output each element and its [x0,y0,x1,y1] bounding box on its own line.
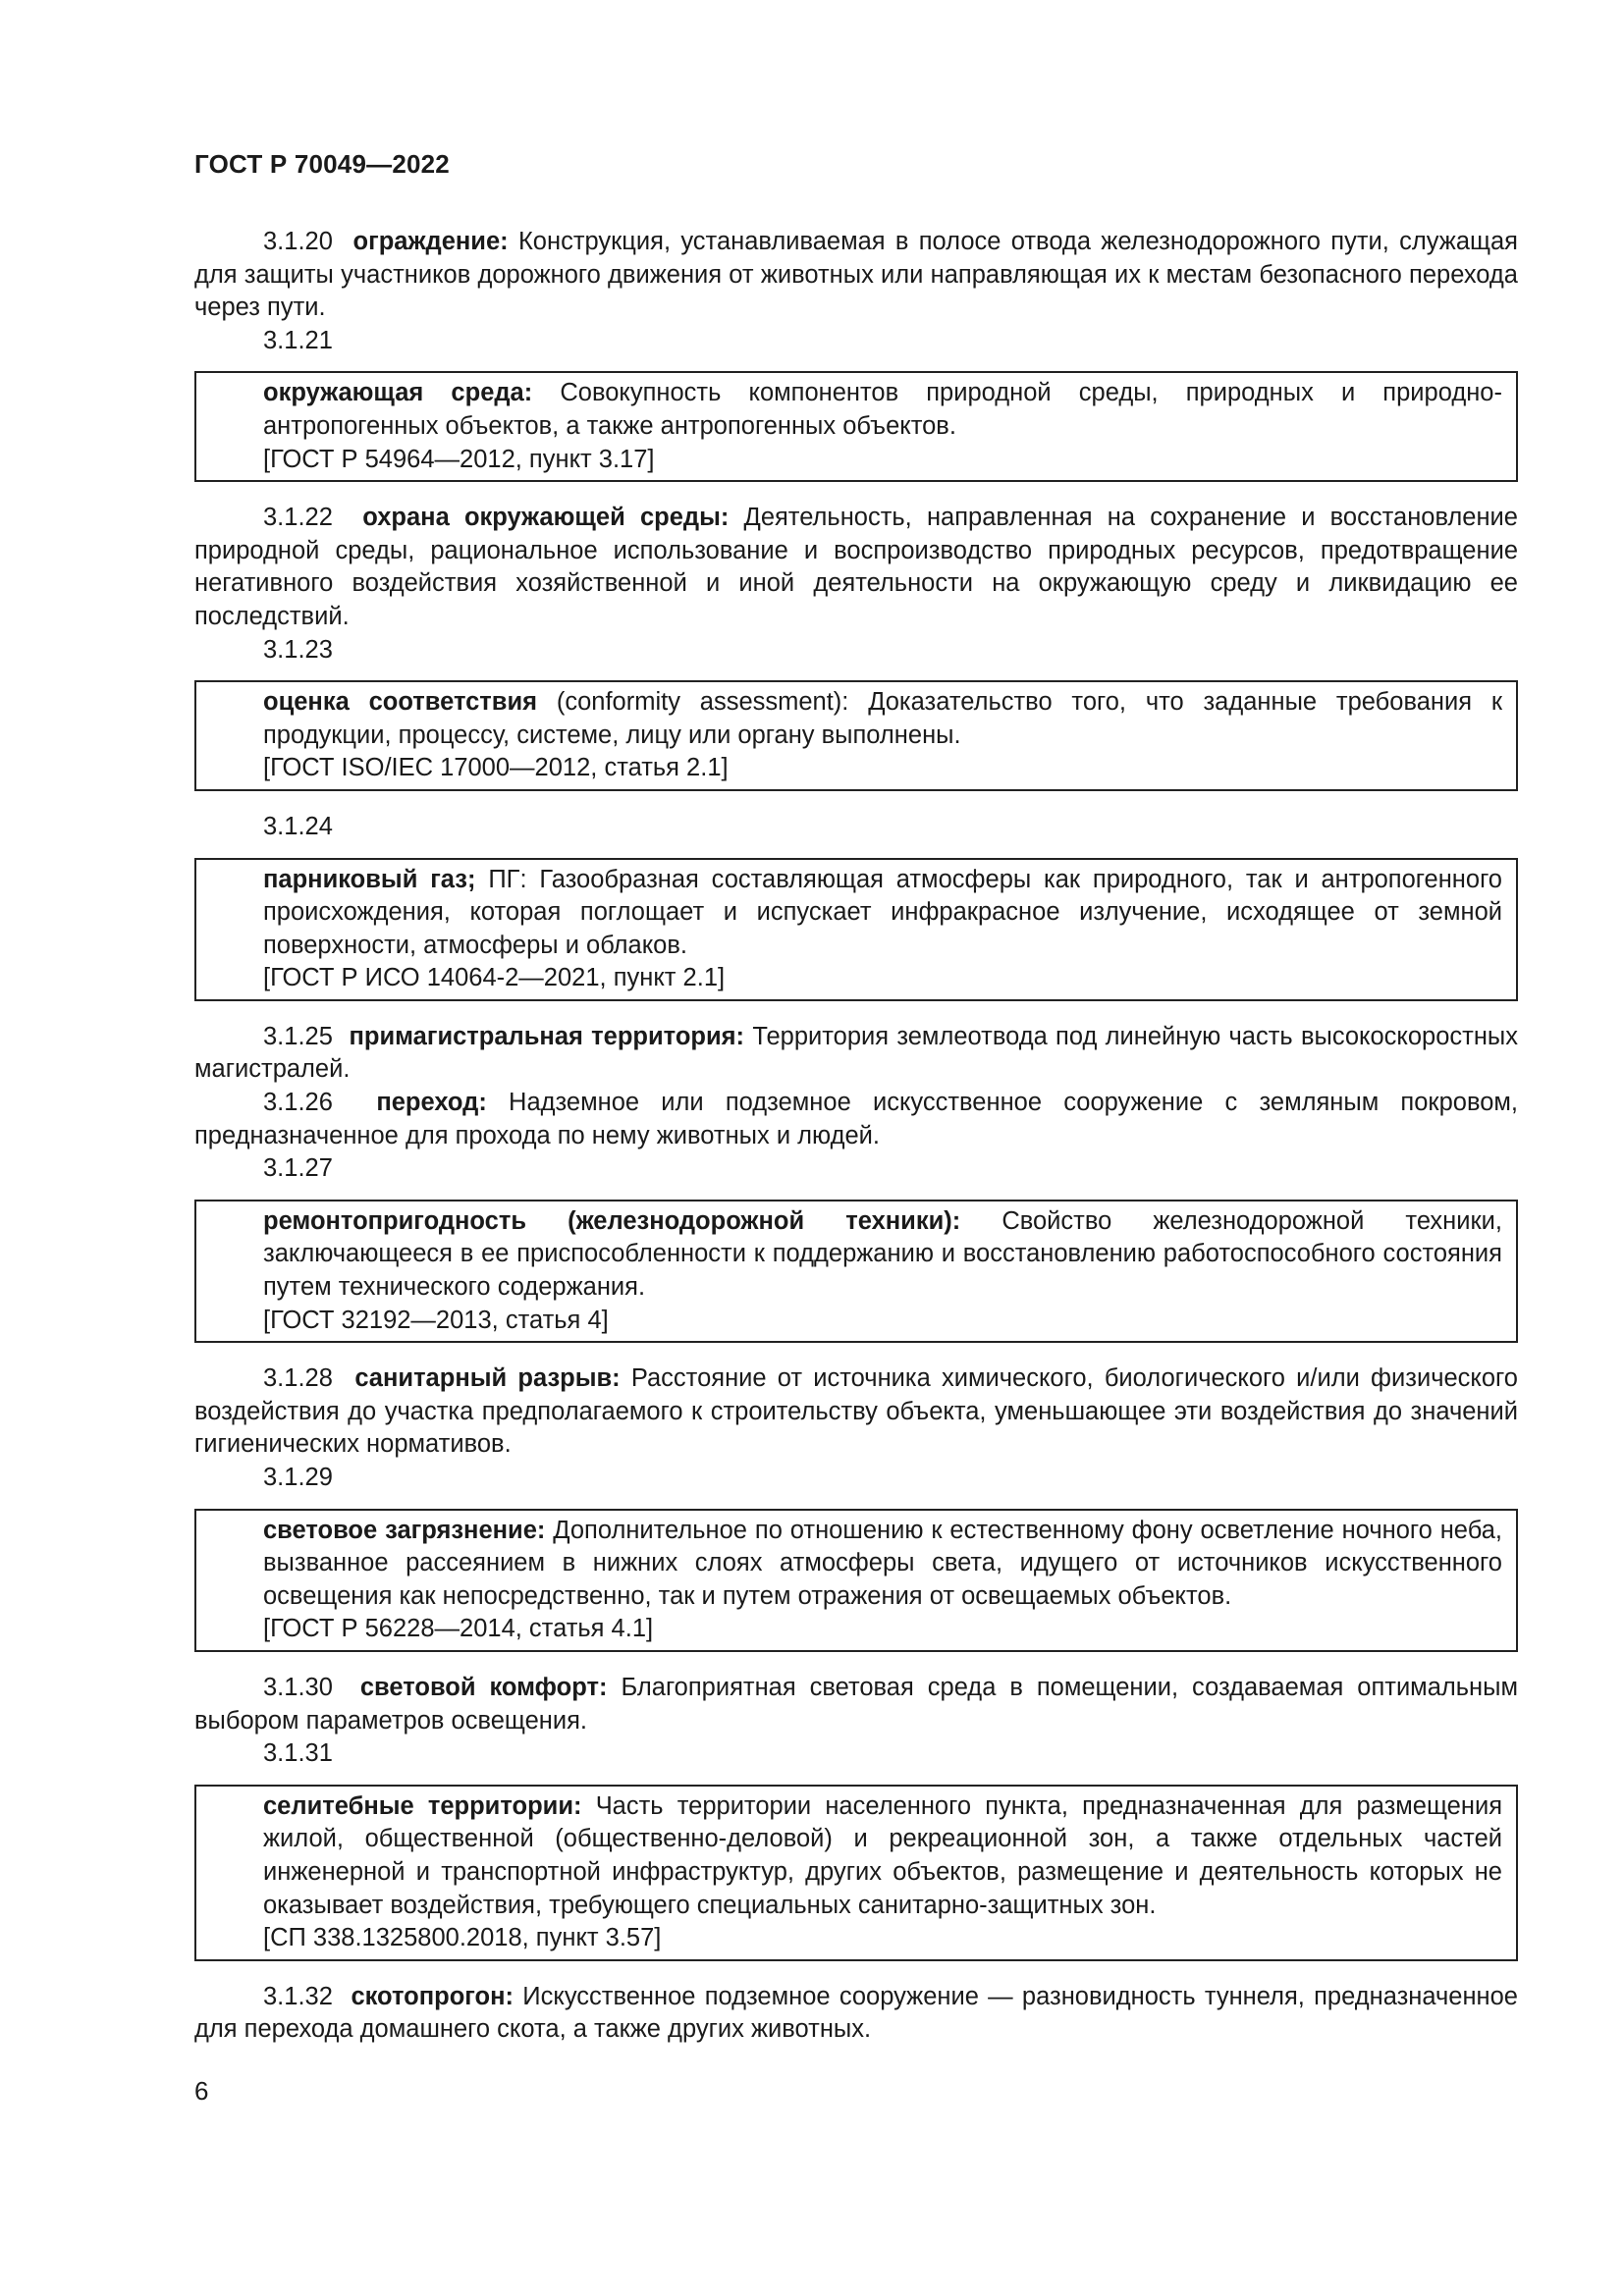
terms-section [194,226,1518,2047]
quoted-term-box-3-1-21 [194,371,1518,482]
term-entry-3-1-28 [194,1362,1518,1462]
entry-number: 3.1.32 [263,1982,333,2010]
quoted-term-box-3-1-24 [194,858,1518,1001]
term-definition: (conformity assessment): Доказательство того, что заданные требования к продукции, процессу, системе, лицу или органу выполнены. [263,688,1502,749]
entry-number-3-1-21: 3.1.21 [263,326,333,354]
term-entry-3-1-26 [194,1087,1518,1152]
quoted-term-box-3-1-27 [194,1200,1518,1343]
term-source-reference: [ГОСТ 32192—2013, статья 4] [263,1306,609,1334]
term-name: световой комфорт: [359,1673,608,1701]
term-name: санитарный разрыв: [354,1364,621,1393]
entry-number-3-1-23: 3.1.23 [263,635,333,664]
term-definition: Благоприятная световая среда в помещении, создаваемая оптимальным выбором параметров освещения. [194,1673,1519,1735]
term-definition: Искусственное подземное сооружение — разновидность туннеля, предназначенное для перехода домашнего скота, а также других животных. [194,1982,1518,2044]
term-name: ремонтопригодность (железнодорожной техники): [263,1206,961,1235]
term-definition: Территория землеотвода под линейную часть высокоскоростных магистралей. [194,1022,1518,1084]
entry-number-3-1-27: 3.1.27 [263,1154,333,1183]
term-source-reference: [ГОСТ Р 54964—2012, пункт 3.17] [263,445,655,473]
term-definition: Деятельность, направленная на сохранение и восстановление природной среды, рациональное использование и воспроизводство природных ресурсов, предотвращение негативного воздействия хозяйственной и иной деятельности на окружающую среду и ликвидацию ее последствий. [194,504,1518,630]
term-source-reference: [СП 338.1325800.2018, пункт 3.57] [263,1924,662,1952]
entry-number: 3.1.30 [263,1673,333,1701]
entry-number: 3.1.28 [263,1364,333,1393]
page-number: 6 [194,2076,209,2106]
term-source-reference: [ГОСТ Р 56228—2014, статья 4.1] [263,1615,654,1643]
entry-number: 3.1.22 [263,504,333,532]
entry-number-3-1-24: 3.1.24 [263,812,333,840]
entry-number: 3.1.26 [263,1089,333,1117]
quoted-term-box-3-1-29 [194,1509,1518,1652]
term-definition: Конструкция, устанавливаемая в полосе отвода железнодорожного пути, служащая для защиты участников дорожного движения от животных или направляющая их к местам безопасного перехода через пути. [194,228,1518,322]
term-entry-3-1-22 [194,502,1518,633]
term-definition: Свойство железнодорожной техники, заключающееся в ее приспособленности к поддержанию и восстановлению работоспособного состояния путем технического содержания. [263,1206,1502,1302]
term-definition: ПГ: Газообразная составляющая атмосферы как природного, так и антропогенного происхождения, которая поглощает и испускает инфракрасное излучение, исходящее от земной поверхности, атмосферы и облаков. [263,865,1502,959]
term-definition: Расстояние от источника химического, биологического и/или физического воздействия до участка предполагаемого к строительству объекта, уменьшающее эти воздействия до значений гигиенических нормативов. [194,1364,1518,1459]
term-name: парниковый газ; [263,865,476,893]
term-definition: Часть территории населенного пункта, предназначенная для размещения жилой, общественной (общественно-деловой) и рекреационной зон, а также отдельных частей инженерной и транспортной инфраструктур, других объектов, размещение и деятельность которых не оказывает воздействия, требующего специальных санитарно-защитных зон. [263,1791,1502,1919]
term-definition: Надземное или подземное искусственное сооружение с земляным покровом, предназначенное для прохода по нему животных и людей. [194,1089,1519,1149]
term-entry-3-1-20 [194,226,1518,325]
quoted-term-box-3-1-31 [194,1785,1518,1961]
entry-number-3-1-29: 3.1.29 [263,1464,333,1491]
term-entry-3-1-30 [194,1672,1518,1737]
term-name: окружающая среда: [263,379,533,407]
term-name: селитебные территории: [263,1791,582,1820]
term-entry-3-1-32 [194,1981,1518,2047]
document-code-header: ГОСТ Р 70049—2022 [194,149,450,179]
term-name: оценка соответствия [263,688,538,717]
term-definition: Совокупность компонентов природной среды, природных и природно-антропогенных объектов, а также антропогенных объектов. [263,379,1502,440]
term-name: переход: [376,1089,487,1117]
entry-number-3-1-31: 3.1.31 [263,1739,333,1768]
term-name: скотопрогон: [351,1982,514,2010]
term-name: ограждение: [352,228,509,255]
entry-number: 3.1.20 [263,228,333,255]
entry-number: 3.1.25 [263,1022,333,1050]
quoted-term-box-3-1-23 [194,680,1518,791]
term-name: световое загрязнение: [263,1516,546,1544]
term-entry-3-1-25 [194,1021,1518,1087]
term-source-reference: [ГОСТ Р ИСО 14064-2—2021, пункт 2.1] [263,964,726,992]
term-name: охрана окружающей среды: [362,504,730,532]
term-source-reference: [ГОСТ ISO/IEC 17000—2012, статья 2.1] [263,754,729,782]
term-name: примагистральная территория: [349,1022,745,1050]
term-definition: Дополнительное по отношению к естественному фону осветление ночного неба, вызванное рассеянием в нижних слоях атмосферы света, идущего от источников искусственного освещения как непосредственно, так и путем отражения от освещаемых объектов. [263,1516,1502,1610]
